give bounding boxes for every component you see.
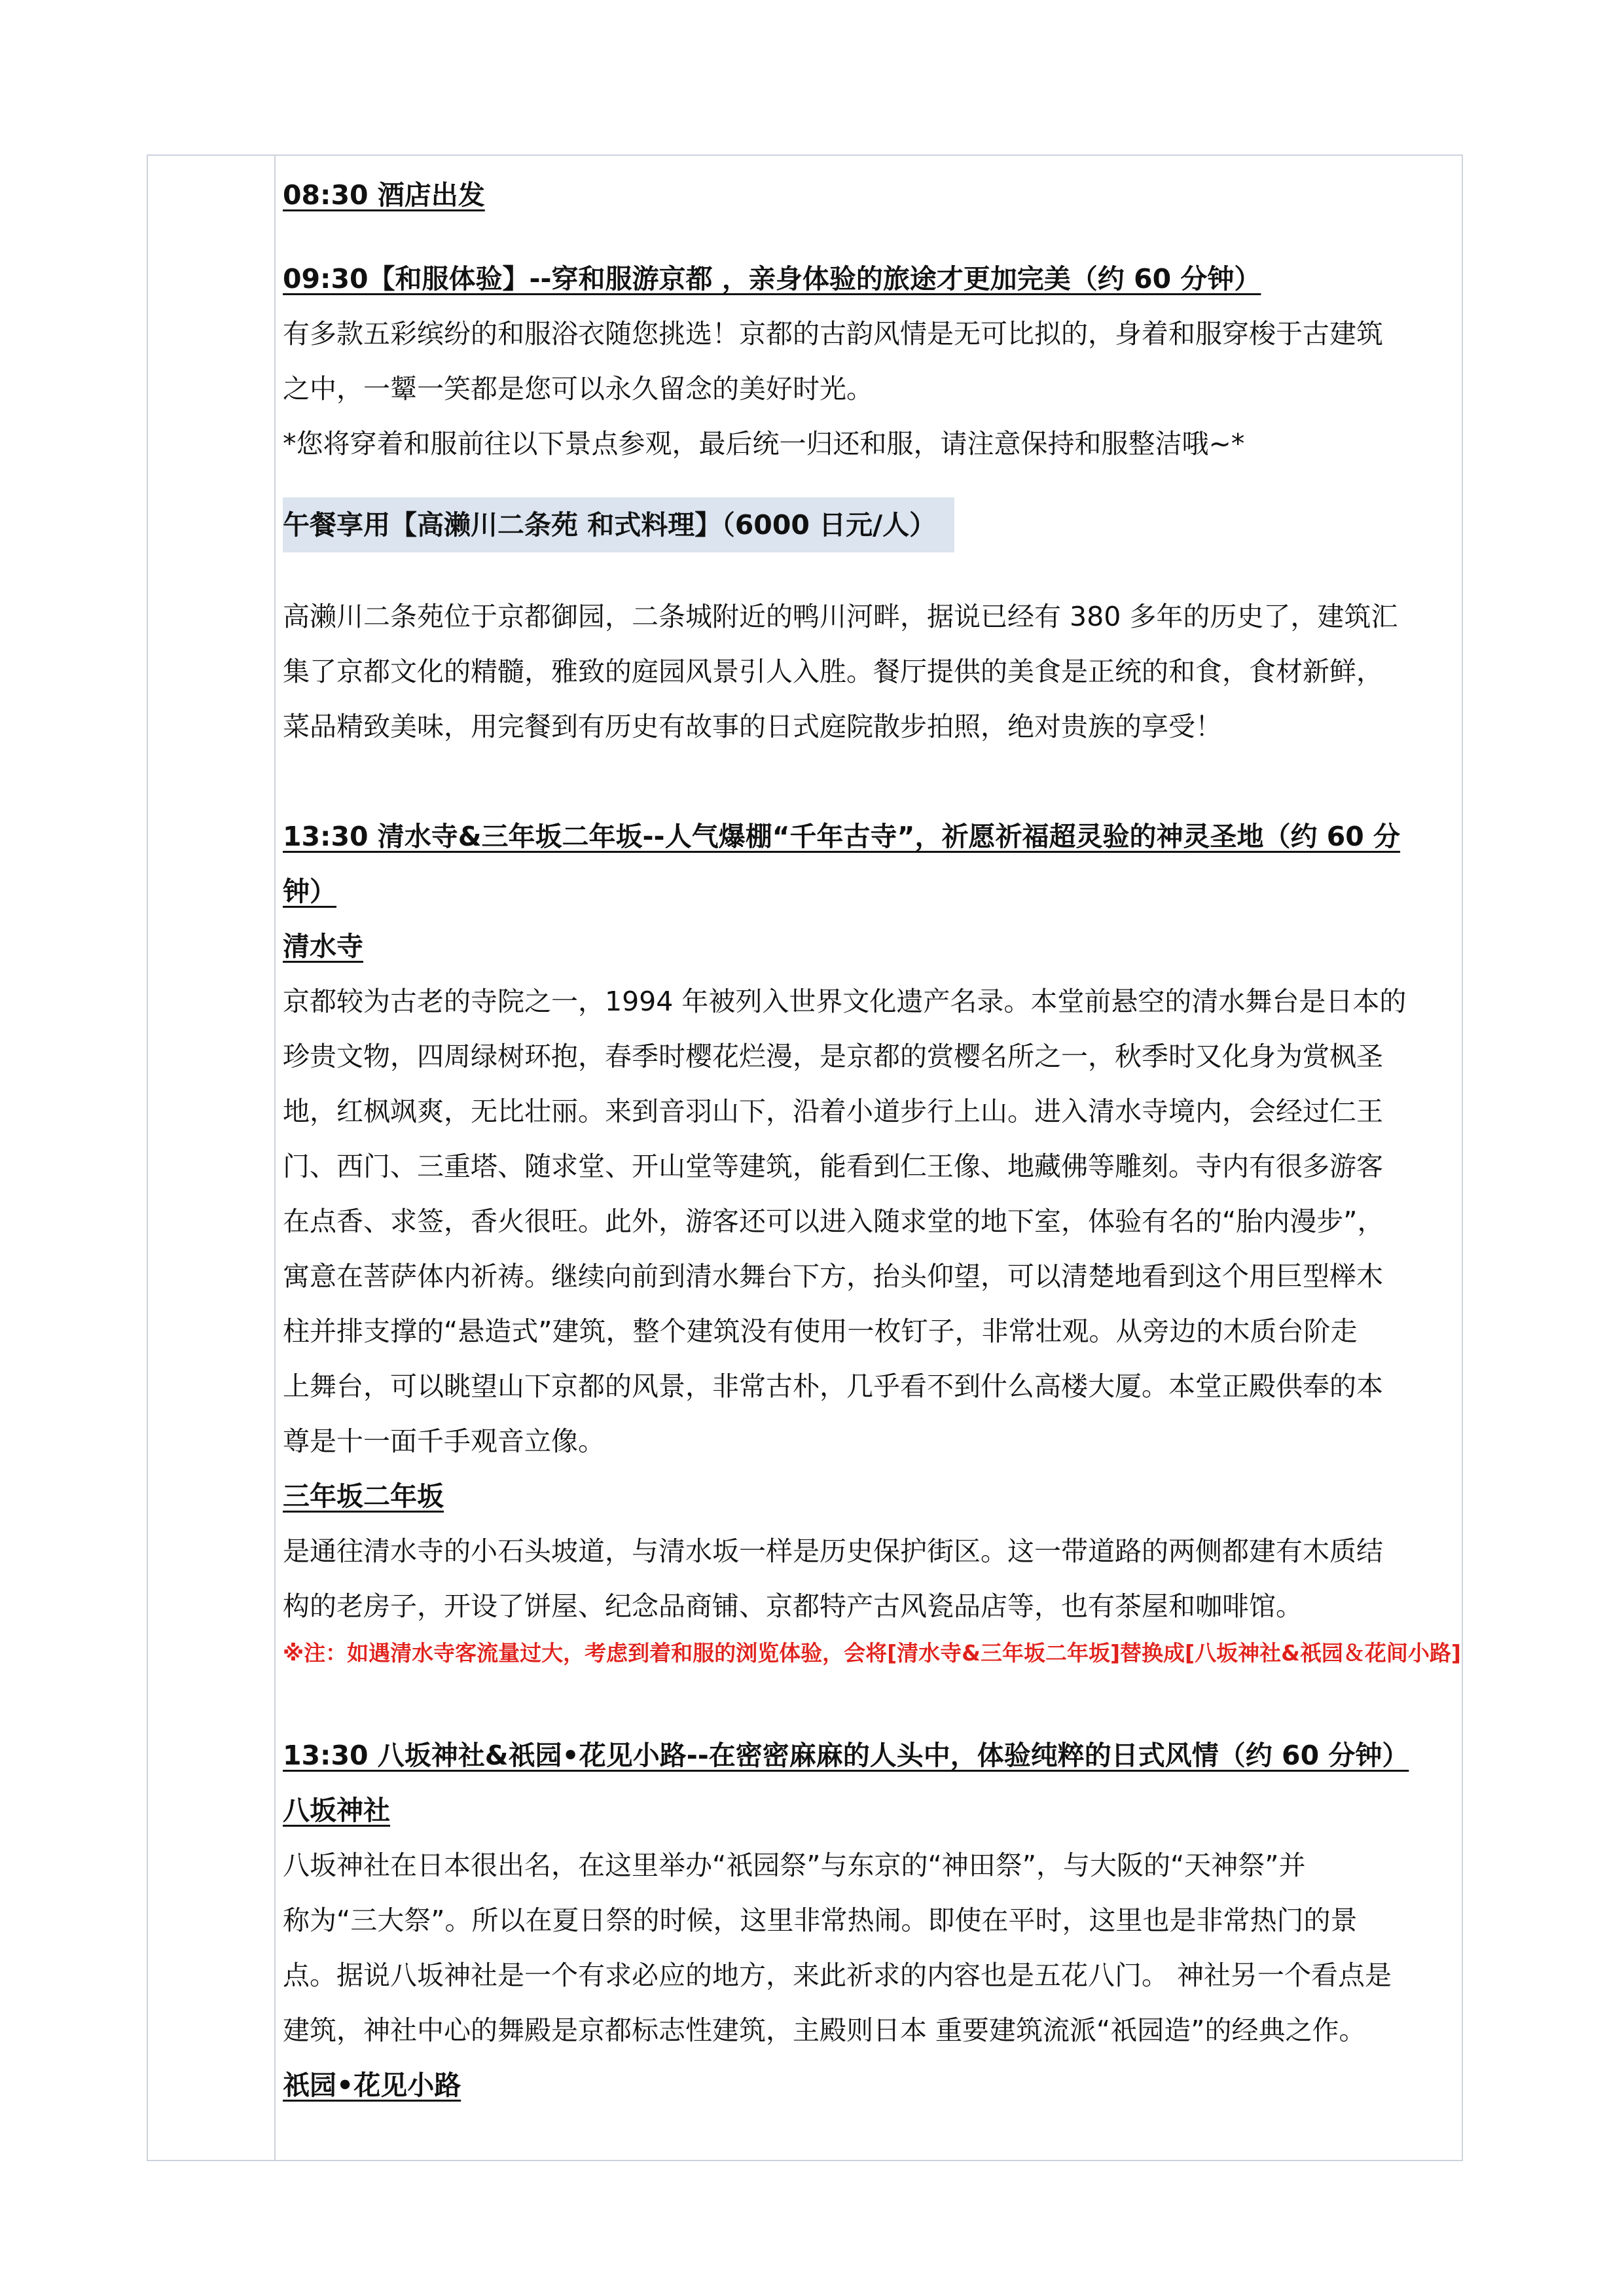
depart-heading: 08:30 酒店出发 xyxy=(283,179,485,211)
lunch-line-2: 集了京都文化的精髓，雅致的庭园风景引人入胜。餐厅提供的美食是正统的和食，食材新鲜， xyxy=(283,656,1383,687)
yasaka-shrine-title: 八坂神社 xyxy=(283,1795,390,1826)
gion-title: 祇园•花见小路 xyxy=(283,2070,461,2101)
slope-line-2: 构的老房子，开设了饼屋、纪念品商铺、京都特产古风瓷品店等，也有茶屋和咖啡馆。 xyxy=(283,1590,1303,1622)
kimono-note: *您将穿着和服前往以下景点参观，最后统一归还和服，请注意保持和服整洁哦~* xyxy=(283,428,1245,459)
kiyomizu-line-1: 京都较为古老的寺院之一，1994 年被列入世界文化遗产名录。本堂前悬空的清水舞台是日本的 xyxy=(283,986,1407,1017)
kiyomizu-line-7: 柱并排支撑的“悬造式”建筑，整个建筑没有使用一枚钉子，非常壮观。从旁边的木质台阶走 xyxy=(283,1316,1358,1347)
yasaka-line-4: 建筑，神社中心的舞殿是京都标志性建筑，主殿则日本 重要建筑流派“祇园造”的经典之作。 xyxy=(283,2015,1366,2046)
kimono-line-2: 之中，一颦一笑都是您可以永久留念的美好时光。 xyxy=(283,373,873,404)
slope-title: 三年坂二年坂 xyxy=(283,1480,444,1512)
kiyomizu-line-9: 尊是十一面千手观音立像。 xyxy=(283,1426,605,1457)
yasaka-heading: 13:30 八坂神社&祇园•花见小路--在密密麻麻的人头中，体验纯粹的日式风情（约 60 分钟） xyxy=(283,1740,1409,1771)
table-column-divider xyxy=(274,154,276,2161)
kimono-heading: 09:30【和服体验】--穿和服游京都 ，亲身体验的旅途才更加完美（约 60 分钟） xyxy=(283,263,1261,295)
slope-line-1: 是通往清水寺的小石头坡道，与清水坂一样是历史保护街区。这一带道路的两侧都建有木质结 xyxy=(283,1535,1383,1567)
lunch-heading xyxy=(283,497,1454,552)
kiyomizu-temple-title: 清水寺 xyxy=(283,931,363,962)
yasaka-line-3: 点。据说八坂神社是一个有求必应的地方，来此祈求的内容也是五花八门。 神社另一个看点是 xyxy=(283,1960,1392,1991)
itinerary-cell xyxy=(283,168,1461,2113)
replacement-note: ※注：如遇清水寺客流量过大，考虑到着和服的浏览体验，会将[清水寺&三年坂二年坂]替换成[八坂神社&祇园＆花间小路] xyxy=(283,1640,1461,1666)
yasaka-line-1: 八坂神社在日本很出名，在这里举办“祇园祭”与东京的“神田祭”，与大阪的“天神祭”并 xyxy=(283,1850,1306,1881)
kimono-line-1: 有多款五彩缤纷的和服浴衣随您挑选！京都的古韵风情是无可比拟的，身着和服穿梭于古建筑 xyxy=(283,318,1383,350)
kiyomizu-line-5: 在点香、求签，香火很旺。此外，游客还可以进入随求堂的地下室，体验有名的“胎内漫步”， xyxy=(283,1206,1384,1237)
kiyomizu-line-3: 地，红枫飒爽，无比壮丽。来到音羽山下，沿着小道步行上山。进入清水寺境内，会经过仁王 xyxy=(283,1096,1383,1127)
kiyomizu-line-4: 门、西门、三重塔、随求堂、开山堂等建筑，能看到仁王像、地藏佛等雕刻。寺内有很多游客 xyxy=(283,1151,1383,1182)
kiyomizu-heading-line-1: 13:30 清水寺&三年坂二年坂--人气爆棚“千年古寺”，祈愿祈福超灵验的神灵圣地（约 60 分 xyxy=(283,821,1401,852)
kiyomizu-heading-line-2: 钟） xyxy=(283,876,336,907)
lunch-line-3: 菜品精致美味，用完餐到有历史有故事的日式庭院散步拍照，绝对贵族的享受！ xyxy=(283,711,1222,742)
kiyomizu-line-8: 上舞台，可以眺望山下京都的风景，非常古朴，几乎看不到什么高楼大厦。本堂正殿供奉的本 xyxy=(283,1371,1383,1402)
lunch-line-1: 高濑川二条苑位于京都御园，二条城附近的鸭川河畔，据说已经有 380 多年的历史了，建筑汇 xyxy=(283,601,1398,632)
yasaka-line-2: 称为“三大祭”。所以在夏日祭的时候，这里非常热闹。即使在平时，这里也是非常热门的景 xyxy=(283,1905,1358,1936)
kiyomizu-line-6: 寓意在菩萨体内祈祷。继续向前到清水舞台下方，抬头仰望，可以清楚地看到这个用巨型榉木 xyxy=(283,1261,1383,1292)
kiyomizu-line-2: 珍贵文物，四周绿树环抱，春季时樱花烂漫，是京都的赏樱名所之一，秋季时又化身为赏枫圣 xyxy=(283,1041,1383,1072)
lunch-heading-text: 午餐享用【高濑川二条苑 和式料理】（6000 日元/人） xyxy=(283,497,954,552)
